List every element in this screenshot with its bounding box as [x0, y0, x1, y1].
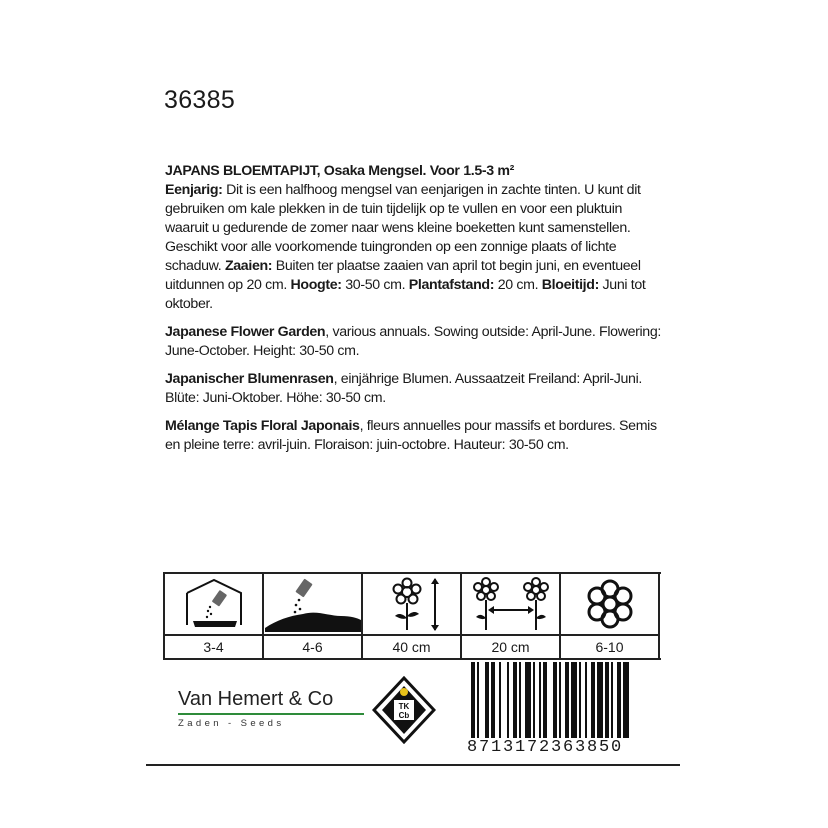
sowing-label: Zaaien: [224, 258, 273, 274]
brand-underline [178, 713, 364, 715]
english-name: Japanese Flower Garden [165, 324, 326, 340]
description-french [165, 417, 665, 455]
description-german [165, 370, 665, 408]
icon-label-outdoor: 4-6 [302, 639, 323, 655]
icon-cell-height [363, 574, 462, 658]
dutch-text-1: Dit is een halfhoog mengsel van eenjarigen in zachte tinten. U kunt dit gebruiken om kale plekken in de tuin tijdelijk op te vullen en voor een pluktuin waaruit u gedurende de zomer naar wens kleine boeketten kunt samenstellen. Geschikt voor alle voorkomende tuingronden op een zonnige plaats of lichte schaduw. [165, 182, 641, 274]
dutch-title: JAPANS BLOEMTAPIJT, Osaka Mengsel. Voor 1.5-3 m² [165, 163, 515, 179]
svg-text:Cb: Cb [398, 711, 410, 720]
plant-height-icon [363, 574, 460, 636]
icon-label-greenhouse: 3-4 [203, 639, 224, 655]
certification-badge-icon [372, 676, 436, 749]
brand-name: Van Hemert & Co [178, 688, 334, 710]
bloom-label: Bloeitijd: [541, 277, 599, 293]
sowing-icons-table [163, 572, 661, 660]
english-text: , various annuals. Sowing outside: April-June. Flowering: June-October. Height: 30-50 cm. [165, 324, 661, 359]
greenhouse-sowing-icon [165, 574, 262, 636]
barcode-number: 8713172363850 [467, 738, 624, 757]
icon-label-spacing: 20 cm [491, 639, 530, 655]
icon-cell-flowering [561, 574, 660, 658]
german-text: , einjährige Blumen. Aussaatzeit Freiland: April-Juni. Blüte: Juni-Oktober. Höhe: 30-50 cm. [165, 371, 642, 406]
description-dutch [165, 162, 665, 314]
spacing-label: Plantafstand: [408, 277, 495, 293]
description-block [165, 162, 665, 464]
bottom-rule [146, 764, 680, 766]
barcode [467, 662, 659, 738]
french-name: Mélange Tapis Floral Japonais [165, 418, 360, 434]
icon-cell-outdoor [264, 574, 363, 658]
german-name: Japanischer Blumenrasen [165, 371, 334, 387]
product-number: 36385 [164, 86, 236, 114]
height-label: Hoogte: [290, 277, 342, 293]
flowering-icon [561, 574, 658, 636]
icon-cell-greenhouse [165, 574, 264, 658]
icon-cell-spacing [462, 574, 561, 658]
annual-label: Eenjarig: [165, 182, 223, 198]
svg-text:TK: TK [398, 702, 410, 711]
outdoor-sowing-icon [264, 574, 361, 636]
dutch-text-5: Juni tot oktober. [165, 277, 646, 312]
plant-spacing-icon [462, 574, 559, 636]
icon-label-height: 40 cm [392, 639, 431, 655]
dutch-text-3: 30-50 cm. [341, 277, 409, 293]
brand-logo [178, 688, 364, 729]
brand-tagline: Zaden - Seeds [178, 718, 285, 729]
icon-label-flowering: 6-10 [595, 639, 624, 655]
description-english [165, 323, 665, 361]
dutch-text-4: 20 cm. [494, 277, 542, 293]
dutch-text-2: Buiten ter plaatse zaaien van april tot begin juni, en eventueel uitdunnen op 20 cm. [165, 258, 641, 293]
french-text: , fleurs annuelles pour massifs et bordures. Semis en pleine terre: avril-juin. Floraison: juin-octobre. Hauteur: 30-50 cm. [165, 418, 657, 453]
